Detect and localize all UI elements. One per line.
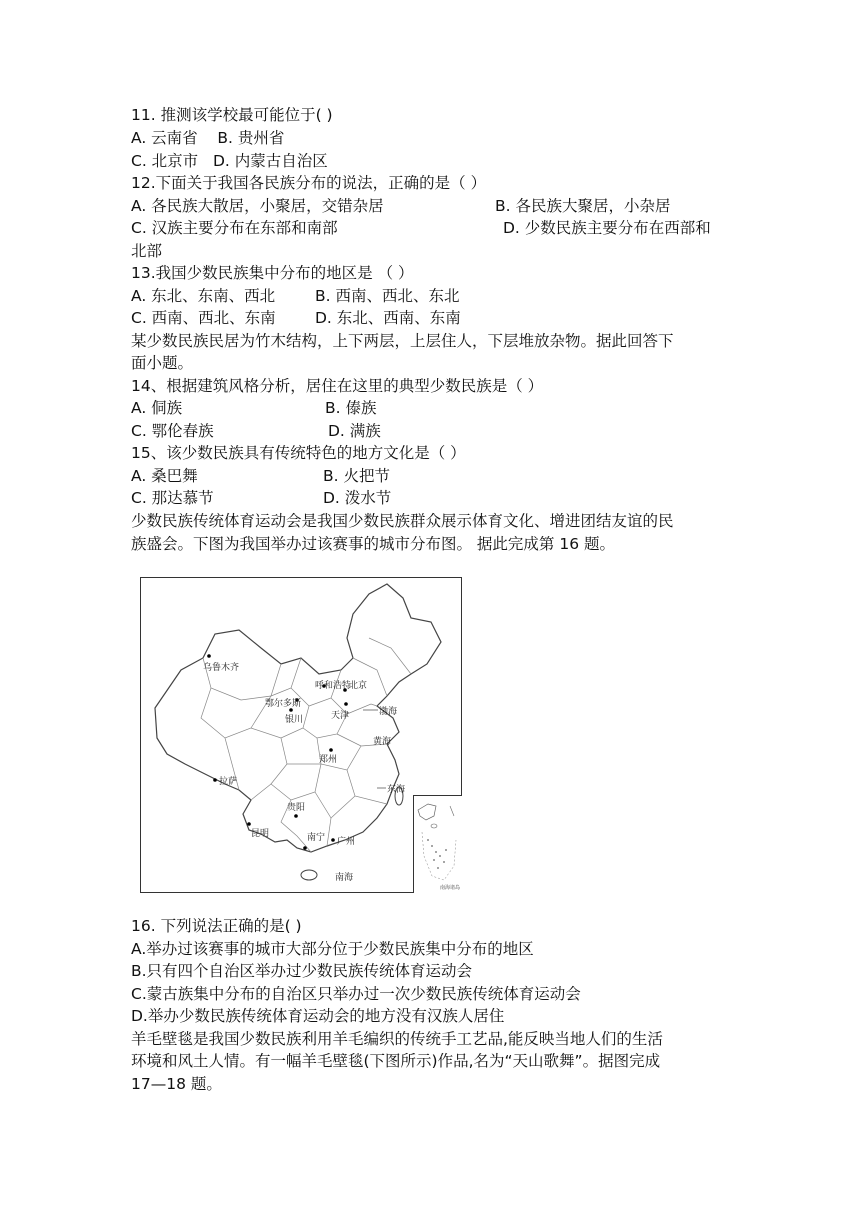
city-label-kunming: 昆明 xyxy=(251,829,270,839)
q15-option-b: B. 火把节 xyxy=(323,467,390,485)
city-label-lhasa: 拉萨 xyxy=(219,777,238,787)
q16-option-b: B.只有四个自治区举办过少数民族传统体育运动会 xyxy=(131,962,473,980)
q11-option-b: B. 贵州省 xyxy=(217,129,285,147)
q13-stem: 13.我国少数民族集中分布的地区是 （ ） xyxy=(131,264,414,282)
city-label-tianjin: 天津 xyxy=(331,711,350,721)
city-dot-zhengzhou xyxy=(329,748,333,752)
sea-label-donghai: 东海 xyxy=(387,785,406,795)
passage1-line1: 某少数民族民居为竹木结构，上下两层，上层住人，下层堆放杂物。据此回答下 xyxy=(131,332,674,350)
passage3-line1: 羊毛壁毯是我国少数民族利用羊毛编织的传统手工艺品,能反映当地人们的生活 xyxy=(131,1030,663,1048)
city-dot-urumqi xyxy=(207,654,211,658)
q14-option-c: C. 鄂伦春族 xyxy=(131,422,214,440)
city-label-yinchuan: 银川 xyxy=(285,715,304,725)
q14-stem: 14、根据建筑风格分析，居住在这里的典型少数民族是（ ） xyxy=(131,377,544,395)
q12-option-a: A. 各民族大散居，小聚居，交错杂居 xyxy=(131,197,384,215)
city-dot-guiyang xyxy=(294,814,298,818)
q13-option-a: A. 东北、东南、西北 xyxy=(131,287,276,305)
city-dot-tianjin xyxy=(344,702,348,706)
q16-stem: 16. 下列说法正确的是( ) xyxy=(131,917,302,935)
q11-option-c: C. 北京市 xyxy=(131,152,199,170)
sea-label-bohai: 渤海 xyxy=(379,707,398,717)
city-label-guiyang: 贵阳 xyxy=(287,803,306,813)
inset-label: 南海诸岛 xyxy=(440,885,461,891)
q15-stem: 15、该少数民族具有传统特色的地方文化是（ ） xyxy=(131,444,466,462)
q11-options-ab xyxy=(131,127,284,149)
passage1-line2: 面小题。 xyxy=(131,354,194,372)
hainan-island xyxy=(301,870,317,880)
q16-option-d: D.举办少数民族传统体育运动会的地方没有汉族人居住 xyxy=(131,1007,505,1025)
q13-option-d: D. 东北、西南、东南 xyxy=(315,309,461,327)
city-dot-kunming xyxy=(247,822,251,826)
sea-pointer-lines xyxy=(363,710,386,788)
sea-label-huanghai: 黄海 xyxy=(373,737,392,747)
q15-option-c: C. 那达慕节 xyxy=(131,489,214,507)
q12-stem: 12.下面关于我国各民族分布的说法，正确的是（ ） xyxy=(131,174,487,192)
q12-option-d-continued: 北部 xyxy=(131,242,163,260)
q14-option-b: B. 傣族 xyxy=(325,399,377,417)
q14-option-a: A. 侗族 xyxy=(131,399,183,417)
passage2-line2: 族盛会。下图为我国举办过该赛事的城市分布图。 据此完成第 16 题。 xyxy=(131,535,616,553)
q11-options-cd xyxy=(131,150,328,172)
sea-label-nanhai: 南海 xyxy=(335,873,354,883)
city-label-guangzhou: 广州 xyxy=(337,837,356,847)
city-dot-guangzhou xyxy=(331,838,335,842)
passage2-line1: 少数民族传统体育运动会是我国少数民族群众展示体育文化、增进团结友谊的民 xyxy=(131,512,674,530)
city-label-nanning: 南宁 xyxy=(307,833,326,843)
q12-option-c: C. 汉族主要分布在东部和南部 xyxy=(131,219,338,237)
city-label-urumqi: 乌鲁木齐 xyxy=(203,663,240,673)
q14-option-d: D. 满族 xyxy=(328,422,381,440)
q13-option-b: B. 西南、西北、东北 xyxy=(315,287,460,305)
q13-option-c: C. 西南、西北、东南 xyxy=(131,309,276,327)
q11-option-d: D. 内蒙古自治区 xyxy=(212,152,328,170)
q11-option-a: A. 云南省 xyxy=(131,129,198,147)
q16-option-c: C.蒙古族集中分布的自治区只举办过一次少数民族传统体育运动会 xyxy=(131,985,581,1003)
q12-option-d: D. 少数民族主要分布在西部和 xyxy=(503,219,711,237)
city-label-hohhot: 呼和浩特 xyxy=(315,681,352,691)
city-dot-nanning xyxy=(303,846,307,850)
city-label-ordos: 鄂尔多斯 xyxy=(265,699,302,709)
city-label-beijing: 北京 xyxy=(349,681,368,691)
q15-option-a: A. 桑巴舞 xyxy=(131,467,198,485)
q15-option-d: D. 泼水节 xyxy=(323,489,392,507)
south-china-sea-inset xyxy=(413,795,462,893)
inset-svg xyxy=(414,796,462,893)
city-label-zhengzhou: 郑州 xyxy=(319,755,338,765)
q11-stem: 11. 推测该学校最可能位于( ) xyxy=(131,106,333,124)
q12-option-b: B. 各民族大聚居，小杂居 xyxy=(495,197,671,215)
passage3-line2: 环境和风土人情。有一幅羊毛壁毯(下图所示)作品,名为“天山歌舞”。据图完成 xyxy=(131,1052,661,1070)
q16-option-a: A.举办过该赛事的城市大部分位于少数民族集中分布的地区 xyxy=(131,940,534,958)
city-dot-lhasa xyxy=(213,778,217,782)
passage3-line3: 17—18 题。 xyxy=(131,1075,222,1093)
